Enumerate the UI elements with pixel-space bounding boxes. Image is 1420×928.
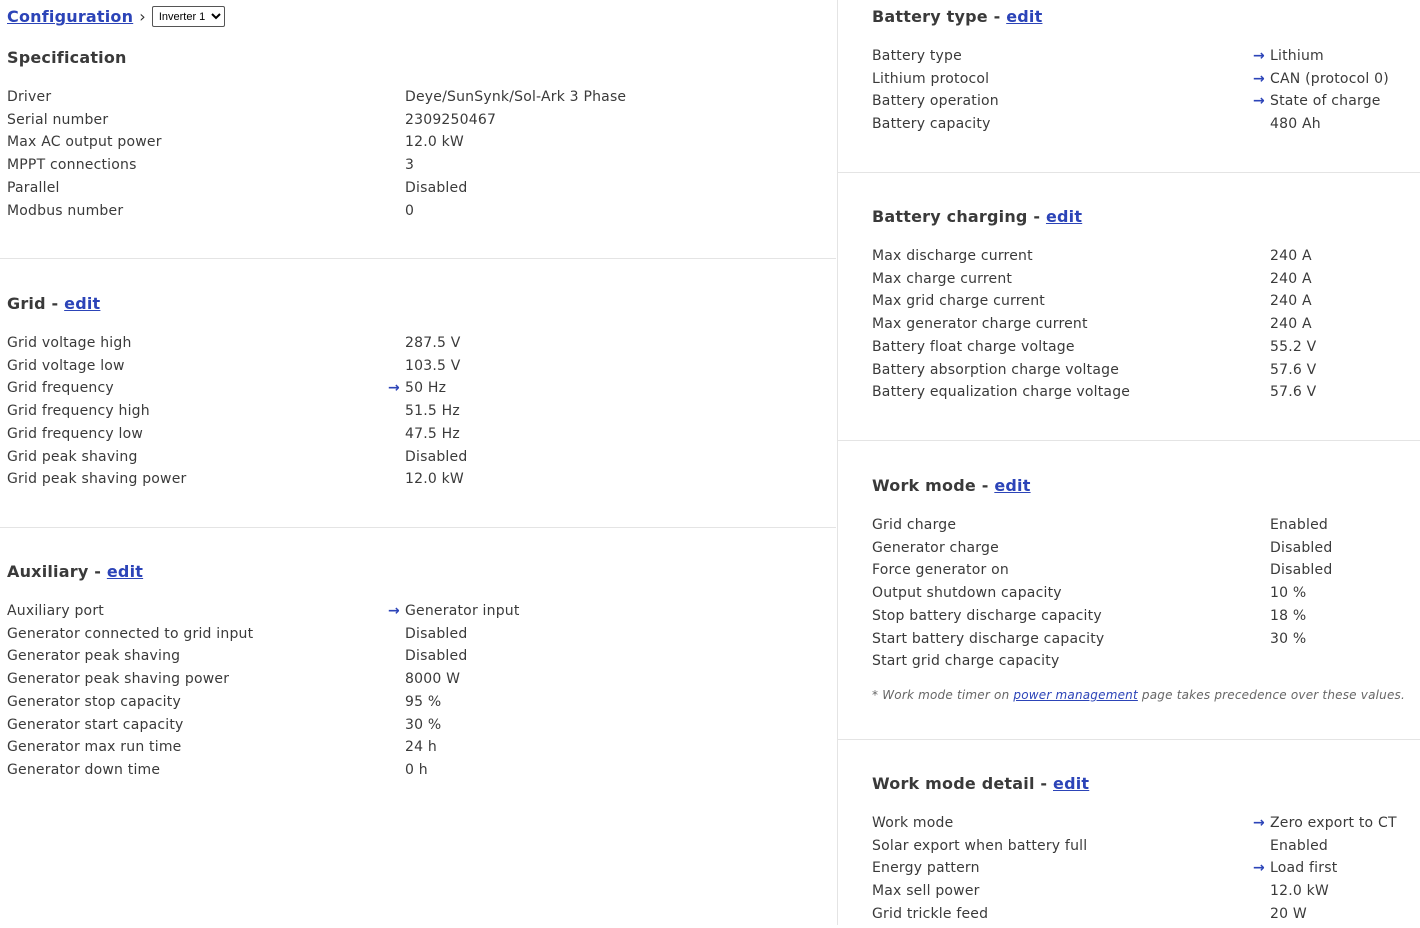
arrow-right-icon: → bbox=[1253, 815, 1265, 831]
setting-value: Disabled bbox=[405, 448, 468, 465]
battery-charging-edit-link[interactable]: edit bbox=[1045, 207, 1083, 226]
setting-value: Enabled bbox=[1270, 517, 1328, 533]
setting-label: Grid peak shaving power bbox=[7, 471, 187, 488]
setting-value: Disabled bbox=[405, 648, 468, 665]
setting-value: 0 h bbox=[405, 761, 428, 778]
arrow-right-icon: → bbox=[1253, 860, 1265, 877]
work-mode-detail-title bbox=[872, 774, 1089, 793]
setting-row bbox=[0, 739, 836, 761]
setting-value: 50 Hz bbox=[405, 380, 447, 397]
divider bbox=[838, 440, 1420, 441]
setting-value: 12.0 kW bbox=[405, 471, 464, 488]
setting-label: Work mode bbox=[872, 815, 954, 831]
setting-row bbox=[0, 380, 836, 402]
setting-value: Disabled bbox=[405, 179, 468, 196]
setting-row bbox=[0, 626, 836, 648]
setting-label: Generator connected to grid input bbox=[7, 625, 254, 642]
arrow-right-icon: → bbox=[388, 603, 400, 619]
setting-value: CAN (protocol 0) bbox=[1270, 70, 1389, 87]
setting-label: Generator peak shaving power bbox=[7, 671, 230, 688]
setting-row bbox=[838, 93, 1420, 115]
setting-label: Max AC output power bbox=[7, 134, 162, 151]
breadcrumb bbox=[7, 6, 225, 27]
work-mode-detail-edit-link[interactable]: edit bbox=[1053, 774, 1090, 793]
setting-row bbox=[838, 883, 1420, 905]
setting-value: Enabled bbox=[1270, 837, 1328, 854]
setting-value: Disabled bbox=[405, 625, 468, 642]
divider bbox=[0, 527, 836, 528]
section-title-text: Auxiliary - bbox=[7, 562, 107, 581]
setting-row bbox=[838, 815, 1420, 837]
setting-value: 240 A bbox=[1270, 316, 1312, 333]
setting-row bbox=[838, 248, 1420, 270]
setting-value: 57.6 V bbox=[1270, 361, 1317, 378]
setting-label: Serial number bbox=[7, 111, 109, 128]
setting-row bbox=[0, 403, 836, 425]
work-mode-note bbox=[872, 688, 1405, 702]
setting-value: 18 % bbox=[1270, 607, 1307, 624]
setting-row bbox=[0, 203, 836, 225]
setting-label: Battery type bbox=[872, 48, 962, 64]
setting-row bbox=[0, 157, 836, 179]
setting-value: 57.6 V bbox=[1270, 384, 1317, 401]
specification-title bbox=[7, 48, 127, 67]
setting-label: Battery float charge voltage bbox=[872, 338, 1075, 355]
setting-value: Lithium bbox=[1270, 48, 1324, 64]
setting-label: Battery capacity bbox=[872, 116, 991, 133]
setting-label: Grid peak shaving bbox=[7, 448, 138, 465]
setting-label: MPPT connections bbox=[7, 157, 137, 174]
setting-value: Disabled bbox=[1270, 539, 1333, 556]
arrow-right-icon: → bbox=[1253, 70, 1265, 87]
configuration-link[interactable]: Configuration bbox=[7, 7, 134, 26]
setting-label: Generator stop capacity bbox=[7, 693, 181, 710]
setting-label: Stop battery discharge capacity bbox=[872, 607, 1102, 624]
setting-value: 24 h bbox=[405, 739, 437, 756]
arrow-right-icon: → bbox=[1253, 48, 1265, 64]
setting-value: 240 A bbox=[1270, 293, 1312, 310]
setting-value: Deye/SunSynk/Sol-Ark 3 Phase bbox=[405, 89, 627, 105]
section-title-text: Work mode detail - bbox=[872, 774, 1054, 793]
setting-value: Load first bbox=[1270, 860, 1338, 877]
setting-label: Max charge current bbox=[872, 270, 1013, 287]
arrow-right-icon: → bbox=[1253, 93, 1265, 110]
right-column bbox=[837, 0, 1420, 925]
setting-row bbox=[838, 384, 1420, 406]
setting-row bbox=[838, 362, 1420, 384]
setting-row bbox=[838, 838, 1420, 860]
setting-value: 55.2 V bbox=[1270, 338, 1317, 355]
setting-value: 240 A bbox=[1270, 270, 1312, 287]
setting-value: 8000 W bbox=[405, 671, 461, 688]
setting-row bbox=[0, 671, 836, 693]
setting-label: Max grid charge current bbox=[872, 293, 1045, 310]
setting-row bbox=[838, 562, 1420, 584]
setting-value: Zero export to CT bbox=[1270, 815, 1397, 831]
setting-label: Grid frequency low bbox=[7, 425, 144, 442]
setting-row bbox=[838, 293, 1420, 315]
auxiliary-title bbox=[7, 562, 143, 581]
arrow-right-icon: → bbox=[388, 380, 400, 397]
setting-value: 51.5 Hz bbox=[405, 403, 460, 420]
section-title-text: Grid - bbox=[7, 294, 65, 313]
setting-row bbox=[838, 116, 1420, 138]
note-prefix: * Work mode timer on bbox=[872, 688, 1014, 702]
setting-row bbox=[0, 648, 836, 670]
setting-label: Max generator charge current bbox=[872, 316, 1088, 333]
setting-row bbox=[0, 471, 836, 493]
setting-label: Generator peak shaving bbox=[7, 648, 181, 665]
setting-value: 12.0 kW bbox=[1270, 883, 1329, 900]
setting-row bbox=[0, 89, 836, 111]
setting-row bbox=[0, 134, 836, 156]
breadcrumb-separator: › bbox=[139, 7, 146, 26]
setting-value: 103.5 V bbox=[405, 357, 461, 374]
setting-row bbox=[0, 603, 836, 625]
setting-row bbox=[838, 860, 1420, 882]
divider bbox=[838, 739, 1420, 740]
setting-value: 95 % bbox=[405, 693, 442, 710]
setting-row bbox=[838, 608, 1420, 630]
setting-row bbox=[838, 271, 1420, 293]
setting-label: Start grid charge capacity bbox=[872, 653, 1060, 670]
setting-value: 3 bbox=[405, 157, 415, 174]
battery-type-edit-link[interactable]: edit bbox=[1006, 7, 1043, 26]
setting-label: Modbus number bbox=[7, 202, 124, 219]
setting-row bbox=[0, 358, 836, 380]
setting-value: 20 W bbox=[1270, 905, 1307, 922]
setting-value: 240 A bbox=[1270, 248, 1312, 264]
setting-label: Force generator on bbox=[872, 562, 1009, 579]
inverter-select[interactable] bbox=[152, 6, 225, 27]
setting-row bbox=[838, 540, 1420, 562]
setting-row bbox=[0, 426, 836, 448]
setting-value: 12.0 kW bbox=[405, 134, 464, 151]
setting-value: 287.5 V bbox=[405, 335, 461, 351]
power-management-link[interactable]: power management bbox=[1013, 688, 1138, 702]
section-title-text: Battery type - bbox=[872, 7, 1007, 26]
setting-label: Grid charge bbox=[872, 517, 957, 533]
setting-row bbox=[838, 48, 1420, 70]
setting-row bbox=[0, 449, 836, 471]
setting-row bbox=[838, 71, 1420, 93]
setting-row bbox=[0, 717, 836, 739]
setting-value: Generator input bbox=[405, 603, 520, 619]
work-mode-edit-link[interactable]: edit bbox=[994, 476, 1031, 495]
setting-label: Start battery discharge capacity bbox=[872, 630, 1105, 647]
setting-label: Energy pattern bbox=[872, 860, 980, 877]
setting-value: 10 % bbox=[1270, 585, 1307, 602]
setting-label: Generator start capacity bbox=[7, 716, 184, 733]
setting-row bbox=[838, 585, 1420, 607]
setting-label: Grid trickle feed bbox=[872, 905, 989, 922]
battery-charging-title bbox=[872, 207, 1082, 226]
setting-row bbox=[0, 180, 836, 202]
setting-value: Disabled bbox=[1270, 562, 1333, 579]
setting-row bbox=[0, 694, 836, 716]
setting-label: Grid frequency high bbox=[7, 403, 150, 420]
setting-value: 2309250467 bbox=[405, 111, 497, 128]
setting-label: Output shutdown capacity bbox=[872, 585, 1062, 602]
setting-label: Max sell power bbox=[872, 883, 980, 900]
setting-row bbox=[838, 906, 1420, 928]
auxiliary-edit-link[interactable]: edit bbox=[106, 562, 144, 581]
setting-label: Lithium protocol bbox=[872, 70, 990, 87]
setting-value: 480 Ah bbox=[1270, 116, 1321, 133]
grid-title bbox=[7, 294, 100, 313]
setting-label: Grid voltage low bbox=[7, 357, 125, 374]
setting-label: Battery absorption charge voltage bbox=[872, 361, 1120, 378]
setting-row bbox=[838, 631, 1420, 653]
setting-row bbox=[0, 335, 836, 357]
setting-label: Generator down time bbox=[7, 761, 161, 778]
setting-label: Grid voltage high bbox=[7, 335, 132, 351]
setting-label: Battery operation bbox=[872, 93, 999, 110]
note-suffix: page takes precedence over these values. bbox=[1137, 688, 1406, 702]
setting-label: Parallel bbox=[7, 179, 60, 196]
setting-label: Auxiliary port bbox=[7, 603, 104, 619]
setting-row bbox=[838, 339, 1420, 361]
setting-value: 47.5 Hz bbox=[405, 425, 460, 442]
setting-row bbox=[838, 653, 1420, 675]
setting-value: 30 % bbox=[405, 716, 442, 733]
setting-label: Generator charge bbox=[872, 539, 999, 556]
setting-label: Battery equalization charge voltage bbox=[872, 384, 1131, 401]
section-title-text: Specification bbox=[7, 48, 127, 67]
setting-label: Grid frequency bbox=[7, 380, 114, 397]
section-title-text: Work mode - bbox=[872, 476, 995, 495]
setting-label: Solar export when battery full bbox=[872, 837, 1088, 854]
setting-row bbox=[0, 762, 836, 784]
grid-edit-link[interactable]: edit bbox=[64, 294, 101, 313]
setting-row bbox=[838, 316, 1420, 338]
divider bbox=[838, 172, 1420, 173]
section-title-text: Battery charging - bbox=[872, 207, 1046, 226]
setting-label: Driver bbox=[7, 89, 52, 105]
setting-row bbox=[838, 517, 1420, 539]
setting-label: Generator max run time bbox=[7, 739, 182, 756]
battery-type-title bbox=[872, 7, 1042, 26]
divider bbox=[0, 258, 836, 259]
setting-value: 0 bbox=[405, 202, 415, 219]
setting-row bbox=[0, 112, 836, 134]
setting-value: State of charge bbox=[1270, 93, 1381, 110]
setting-label: Max discharge current bbox=[872, 248, 1033, 264]
work-mode-title bbox=[872, 476, 1031, 495]
setting-value: 30 % bbox=[1270, 630, 1307, 647]
